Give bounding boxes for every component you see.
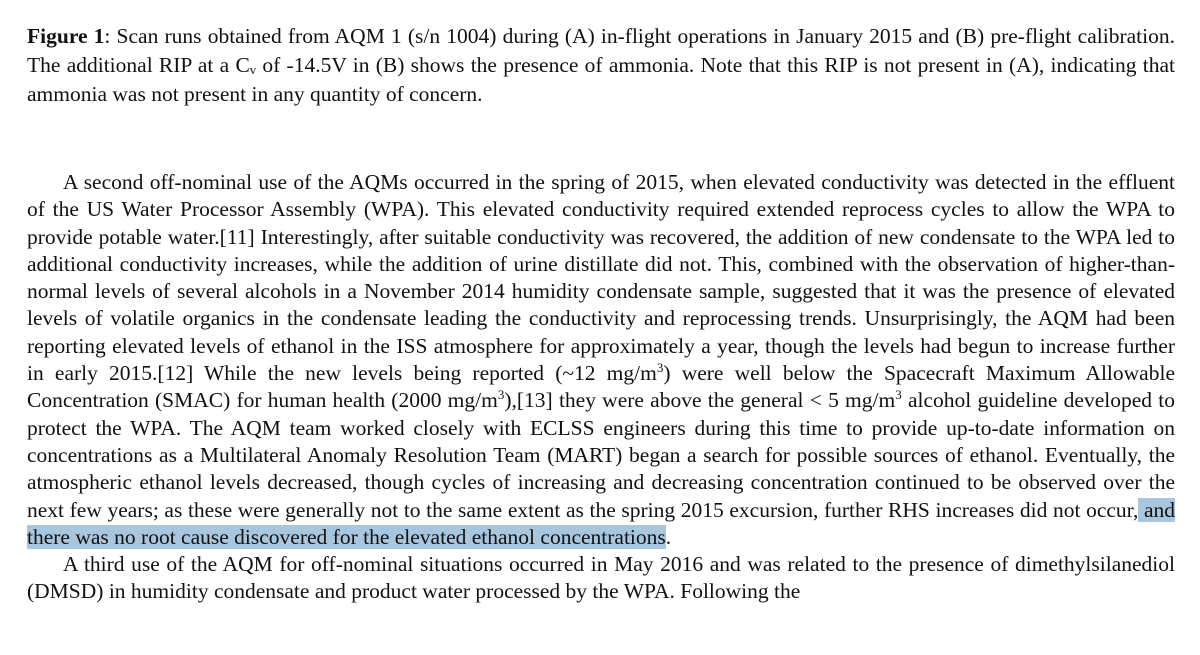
paragraph-dmsd: A third use of the AQM for off-nominal situations occurred in May 2016 and was related to the presence of dimethylsilanediol (DMSD) in humidity condensate and product water processed by the WPA. Following the <box>27 552 1175 604</box>
paragraph-text-3: ),[13] they were above the general < 5 mg/m <box>504 388 896 413</box>
paragraph-text-2: ) were well below the Spacecraft Maximum Allowable Concentration (SMAC) for human health (2000 mg/m <box>27 361 1175 413</box>
superscript-3: 3 <box>497 387 505 403</box>
superscript-3: 3 <box>656 359 664 375</box>
paragraph-ethanol <box>27 169 1175 551</box>
superscript-3: 3 <box>895 387 902 403</box>
paragraph-end: . <box>665 524 672 549</box>
body-text <box>27 169 1175 606</box>
caption-text: : Scan runs obtained from AQM 1 (s/n 1004) during (A) in-flight operations in January 2015 and (B) pre-flight calibration. The additional RIP at a Cᵥ of -14.5V in (B) shows the presence of ammonia. Note that this RIP is not present in (A), indicating that ammonia was not present in any quantity of concern. <box>27 24 1175 106</box>
paragraph-text-4: alcohol guideline developed to protect the WPA. The AQM team worked closely with ECLSS engineers during this time to provide up-to-date information on concentrations as a Multilateral Anomaly Resolution Team (MART) began a search for possible sources of ethanol. Eventually, the atmospheric ethanol levels decreased, though cycles of increasing and decreasing concentration continued to be observed over the next few years; as these were generally not to the same extent as the spring 2015 excursion, further RHS increases did not occur, <box>27 388 1175 522</box>
figure-label: Figure 1 <box>27 24 105 48</box>
paragraph-text-1: A second off-nominal use of the AQMs occurred in the spring of 2015, when elevated conductivity was detected in the effluent of the US Water Processor Assembly (WPA). This elevated conductivity required extended reprocess cycles to allow the WPA to provide potable water.[11] Interestingly, after suitable conductivity was recovered, the addition of new condensate to the WPA led to additional conductivity increases, while the addition of urine distillate did not. This, combined with the observation of higher-than-normal levels of several alcohols in a November 2014 humidity condensate sample, suggested that it was the presence of elevated levels of volatile organics in the condensate leading the conductivity and reprocessing trends. Unsurprisingly, the AQM had been reporting elevated levels of ethanol in the ISS atmosphere for approximately a year, though the levels had begun to increase further in early 2015.[12] While the new levels being reported (~12 mg/m <box>27 170 1175 386</box>
highlighted-text[interactable]: and there was no root cause discovered for the elevated ethanol concentrations <box>27 497 1176 549</box>
figure-caption <box>27 22 1175 109</box>
